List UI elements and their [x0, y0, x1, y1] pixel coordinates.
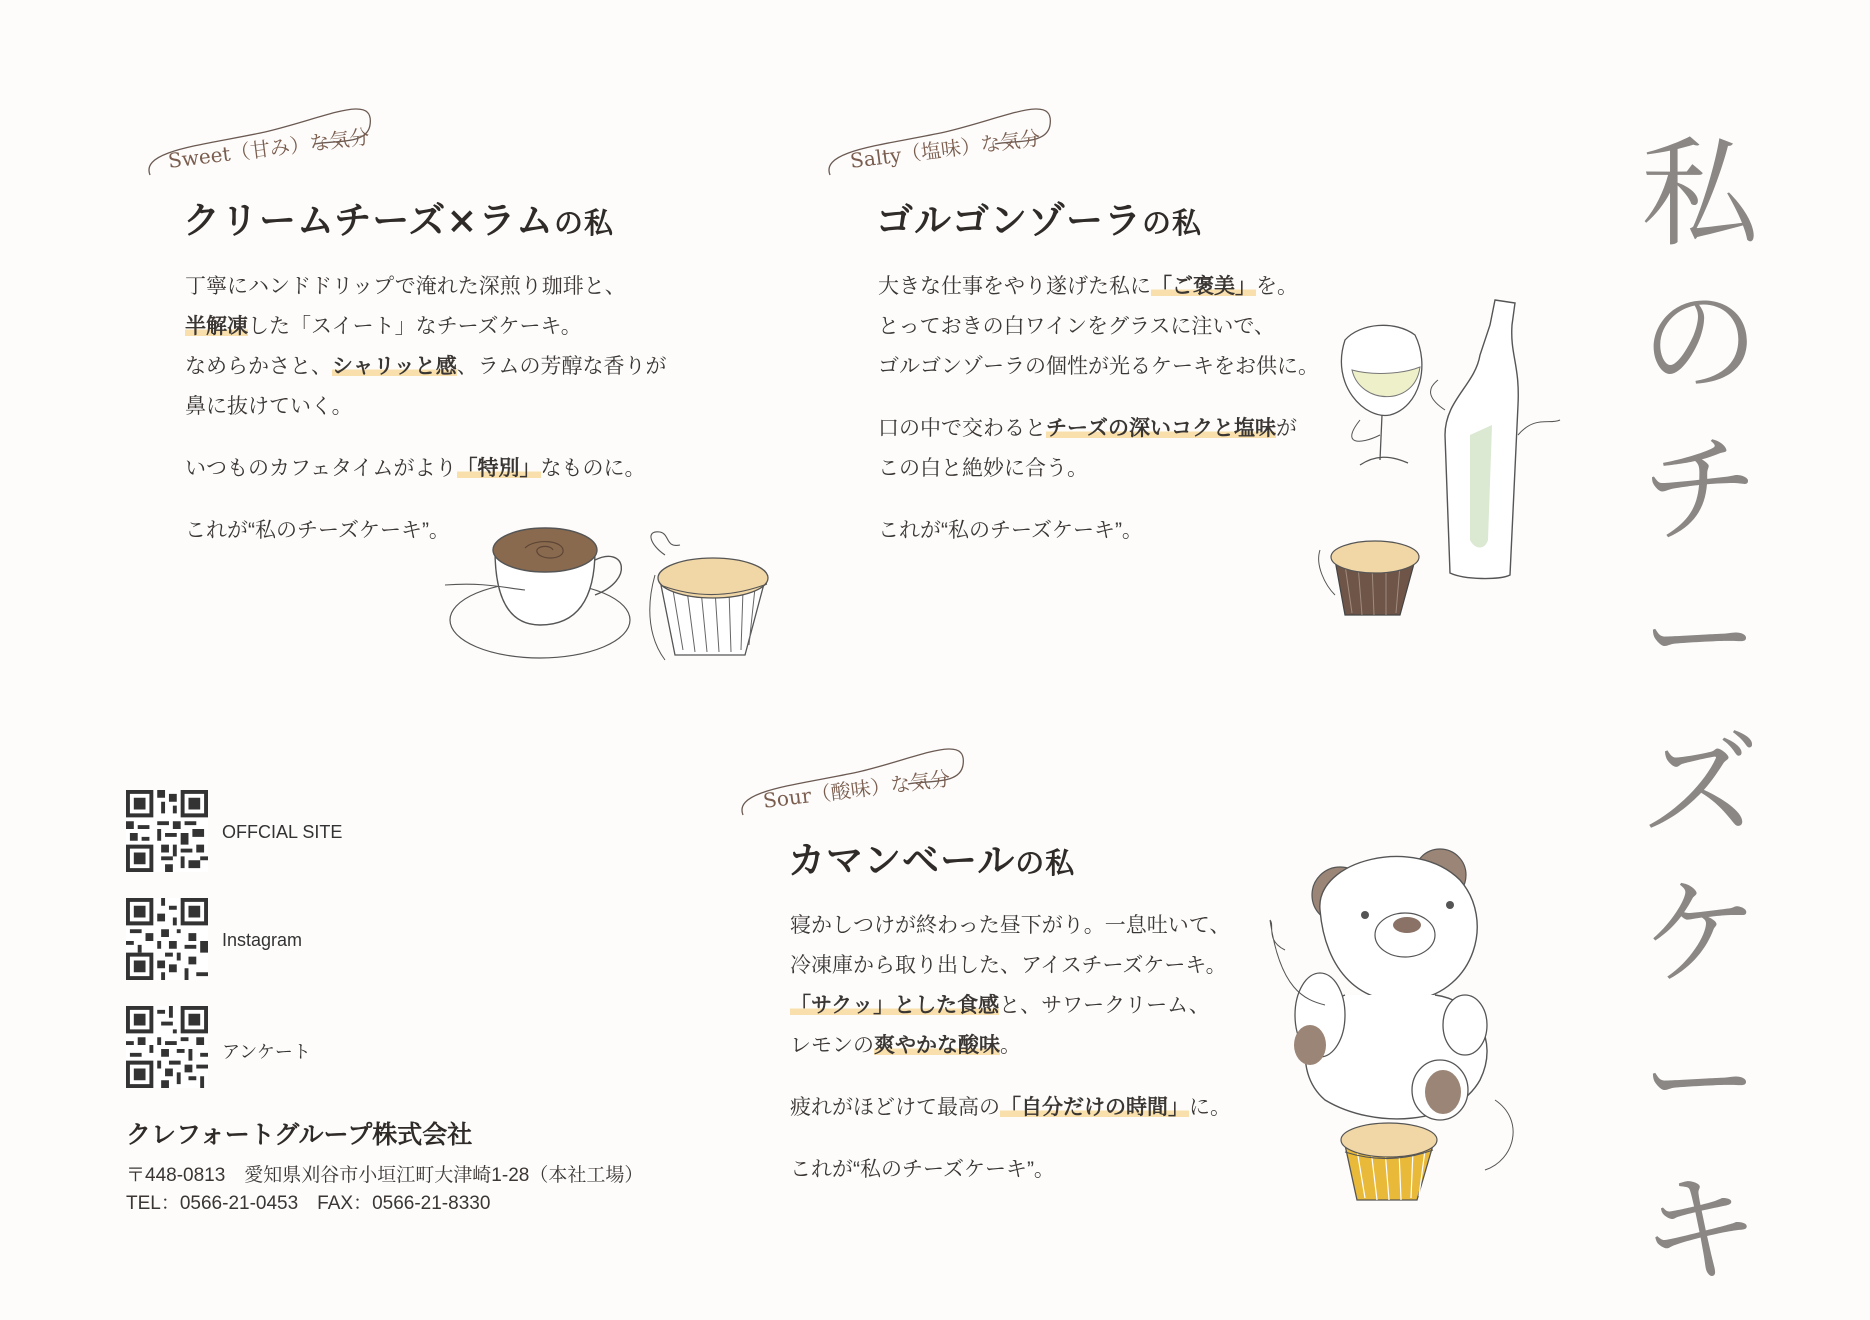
official-site-label[interactable]: OFFCIAL SITE [222, 822, 343, 842]
instagram-qr-code[interactable] [126, 898, 208, 980]
sweet-heading-main: クリームチーズ×ラム [183, 198, 555, 242]
salty-body [878, 267, 1319, 551]
title-char: ケ [1640, 865, 1759, 1003]
sweet-line-6: これが“私のチーズケーキ”。 [185, 519, 450, 542]
title-char: ー [1640, 1013, 1759, 1151]
sweet-line-1: 丁寧にハンドドリップで淹れた深煎り珈琲と、 [185, 275, 626, 298]
salty-line-5: この白と絶妙に合う。 [878, 457, 1088, 480]
salty-mood-label: Salty（塩味）な気分 [848, 125, 1042, 173]
sour-heading-main: カマンベール [788, 838, 1016, 882]
coffee-cake-illustration [445, 500, 785, 680]
company-phone-fax: TEL：0566-21-0453 FAX：0566-21-8330 [126, 1193, 491, 1214]
sweet-heading-suffix: の私 [554, 206, 615, 240]
survey-label[interactable]: アンケート [222, 1042, 311, 1062]
sour-line-1: 寝かしつけが終わった昼下がり。一息吐いて、 [790, 914, 1231, 937]
salty-heading [876, 190, 1202, 244]
sweet-line-5: いつものカフェタイムがより「特別」なものに。 [185, 457, 646, 480]
salty-line-2: とっておきの白ワインをグラスに注いで、 [878, 315, 1275, 338]
salty-line-4: 口の中で交わるとチーズの深いコクと塩味が [878, 417, 1297, 440]
sweet-line-3: なめらかさと、シャリッと感、ラムの芳醇な香りが [185, 355, 667, 378]
company-name: クレフォートグループ株式会社 [126, 1121, 473, 1149]
title-char: の [1640, 273, 1759, 411]
salty-heading-suffix: の私 [1142, 206, 1203, 240]
sour-line-2: 冷凍庫から取り出した、アイスチーズケーキ。 [790, 954, 1227, 977]
sour-heading-suffix: の私 [1015, 846, 1076, 880]
title-char: 私 [1640, 125, 1759, 263]
salty-line-3: ゴルゴンゾーラの個性が光るケーキをお供に。 [878, 355, 1319, 378]
title-char: チ [1640, 421, 1759, 559]
sweet-mood-label: Sweet（甘み）な気分 [166, 124, 371, 173]
salty-line-6: これが“私のチーズケーキ”。 [878, 519, 1143, 542]
salty-heading-main: ゴルゴンゾーラ [876, 198, 1142, 242]
sweet-line-4: 鼻に抜けていく。 [185, 395, 353, 418]
survey-qr-code[interactable] [126, 1006, 208, 1088]
official-site-qr-code[interactable] [126, 790, 208, 872]
company-address: 〒448-0813 愛知県刈谷市小垣江町大津崎1-28（本社工場） [126, 1165, 644, 1186]
sour-line-5: 疲れがほどけて最高の「自分だけの時間」に。 [790, 1096, 1231, 1119]
wine-cake-illustration [1320, 295, 1570, 625]
title-char: ズ [1640, 717, 1759, 855]
sour-line-3: 「サクッ」とした食感と、サワークリーム、 [790, 994, 1210, 1017]
title-char: キ [1640, 1161, 1759, 1299]
sour-line-6: これが“私のチーズケーキ”。 [790, 1158, 1055, 1181]
sweet-heading [183, 190, 614, 244]
sour-mood-label: Sour（酸味）な気分 [761, 766, 952, 813]
instagram-label[interactable]: Instagram [222, 930, 303, 950]
sour-line-4: レモンの爽やかな酸味。 [790, 1034, 1021, 1057]
title-char: ー [1640, 569, 1759, 707]
bear-cake-illustration [1265, 840, 1525, 1220]
sour-heading [788, 830, 1075, 884]
sweet-line-2: 半解凍した「スイート」なチーズケーキ。 [185, 315, 582, 338]
vertical-title [1625, 120, 1775, 1304]
sour-body [790, 906, 1231, 1190]
salty-line-1: 大きな仕事をやり遂げた私に「ご褒美」を。 [878, 275, 1298, 298]
